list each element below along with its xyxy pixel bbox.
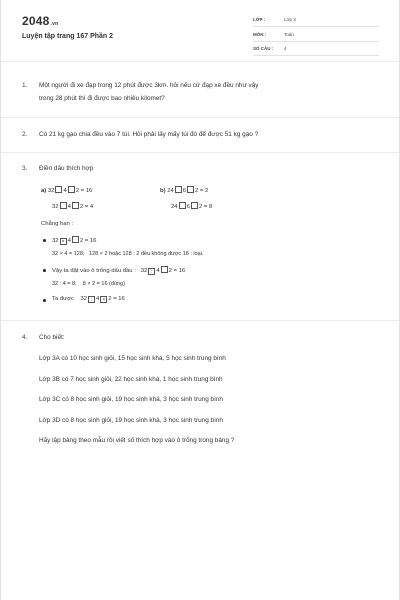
blank-box[interactable] [161, 266, 168, 273]
q1-line-2: trong 28 phút thì đi được bao nhiêu kilomet? [39, 95, 165, 102]
site-logo[interactable]: 2048.vn [22, 14, 59, 28]
q4-line-1: Lớp 3A có 10 học sinh giỏi, 15 học sinh khá, 5 học sinh trung bình [39, 355, 226, 362]
q4-line-5: Hãy lập bảng theo mẫu rồi viết số thích hợp vào ô trống trong bảng ? [39, 437, 235, 444]
q3-step-3: Ta được 32 : 4 × 2 = 16 [52, 296, 125, 303]
q3-number: 3. [22, 165, 28, 172]
q4-number: 4. [22, 334, 28, 341]
q1-number: 1. [22, 82, 28, 89]
blank-box[interactable] [191, 202, 198, 209]
q1-line-1: Một người đi xe đạp trong 12 phút được 3km. hỏi nếu cứ đạp xe đều như vậy [39, 82, 259, 89]
q4-line-3: Lớp 3C có 8 học sinh giỏi, 19 học sinh khá, 3 học sinh trung bình [39, 396, 223, 403]
q3-step-2: Vậy ta đặt vào ô trống dấu đầu : 32 : 4 2 = 16 [52, 268, 186, 275]
q3-proof-title: Chẳng hạn : [41, 221, 74, 227]
blank-box[interactable] [179, 202, 186, 209]
q4-title: Cho biết: [39, 334, 65, 341]
worksheet-header: 2048.vn Luyện tập trang 167 Phần 2 LỚP : Lớp 3 MÔN : Toán SỐ CÂU : 4 [1, 0, 400, 62]
blank-box[interactable] [68, 186, 75, 193]
blank-box[interactable] [72, 236, 79, 243]
q3-b1: b) 24 6 2 = 2 [160, 188, 209, 194]
blank-box[interactable] [55, 186, 62, 193]
q2-number: 2. [22, 131, 28, 138]
q4-line-2: Lớp 3B có 7 học sinh giỏi, 22 học sinh khá, 1 học sinh trung bình [39, 376, 223, 383]
q3-a1: a) 32 4 2 = 16 [41, 188, 93, 194]
q3-step-1: 32 × 4 2 = 16 [52, 238, 97, 245]
blank-box[interactable] [72, 202, 79, 209]
q3-step-2-note: 32 : 4 = 8; 8 × 2 = 16 (đúng) [52, 281, 125, 287]
blank-box[interactable] [175, 186, 182, 193]
q3-title: Điền dấu thích hợp [39, 165, 94, 172]
q3-step-1-note: 32 × 4 = 128; 128 × 2 hoặc 128 : 2 đều không được 16 : loại. [52, 251, 204, 257]
worksheet-title: Luyện tập trang 167 Phần 2 [22, 33, 114, 40]
q3-b2: 24 6 2 = 8 [171, 204, 213, 210]
q3-a2: 32 4 2 = 4 [52, 204, 94, 210]
blank-box[interactable] [60, 202, 67, 209]
blank-box[interactable] [187, 186, 194, 193]
q4-line-4: Lớp 3D có 8 học sinh giỏi, 19 học sinh khá, 3 học sinh trung bình [39, 417, 223, 424]
q2-line-1: Có 21 kg gạo chia đều vào 7 túi. Hỏi phải lấy mấy túi đó để được 51 kg gạo ? [39, 131, 259, 138]
